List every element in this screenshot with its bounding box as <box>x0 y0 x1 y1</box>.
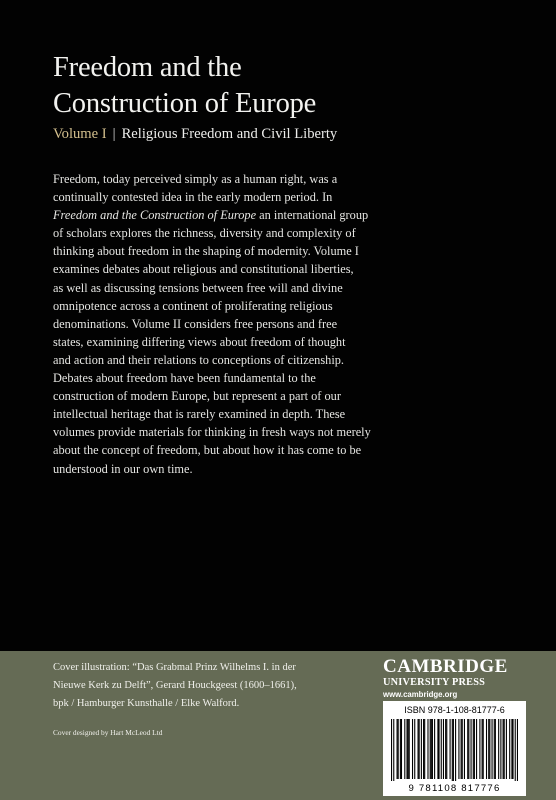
credit-line: Nieuwe Kerk zu Delft”, Gerard Houckgeest (1600–1661), <box>53 680 297 691</box>
barcode-digits: 9 781108 817776 <box>408 783 501 794</box>
volume-label: Volume I <box>53 126 107 142</box>
blurb-line: volumes provide materials for thinking in fresh ways not merely <box>53 425 371 440</box>
blurb-text <box>53 170 513 478</box>
footer-band <box>0 651 556 800</box>
blurb-line: as well as discussing tensions between free will and divine <box>53 280 343 295</box>
blurb-line: about the concept of freedom, but about how it has come to be <box>53 443 362 458</box>
blurb-line: continually contested idea in the early modern period. In <box>53 190 333 205</box>
blurb-line: denominations. Volume II considers free persons and free <box>53 316 338 331</box>
credit-line: Cover illustration: “Das Grabmal Prinz Wilhelms I. in der <box>53 662 296 673</box>
title-line-2: Construction of Europe <box>53 88 317 119</box>
isbn-barcode <box>383 701 526 796</box>
blurb-line: intellectual heritage that is rarely examined in depth. These <box>53 407 346 422</box>
isbn-text: ISBN 978-1-108-81777-6 <box>404 705 505 715</box>
publisher-subtitle: UNIVERSITY PRESS <box>383 677 486 688</box>
credit-line: bpk / Hamburger Kunsthalle / Elke Walford. <box>53 698 240 709</box>
volume-subtitle <box>53 125 513 143</box>
blurb-line: omnipotence across a continent of proliferating religious <box>53 298 333 313</box>
cover-illustration-credit <box>53 659 353 713</box>
cover-designer-credit: Cover designed by Hart McLeod Ltd <box>53 728 163 737</box>
barcode-icon <box>391 719 518 781</box>
blurb-line: construction of modern Europe, but represent a part of our <box>53 389 341 404</box>
blurb-line: Debates about freedom have been fundamental to the <box>53 371 316 386</box>
volume-name: Religious Freedom and Civil Liberty <box>121 126 338 142</box>
blurb-italic-title: Freedom and the Construction of Europe <box>53 208 257 223</box>
title-line-1: Freedom and the <box>53 52 242 83</box>
blurb-line: states, examining differing views about freedom of thought <box>53 334 346 349</box>
publisher-url: www.cambridge.org <box>383 690 458 699</box>
blurb-line: examines debates about religious and constitutional liberties, <box>53 262 354 277</box>
publisher-logo <box>383 657 523 701</box>
volume-separator: | <box>112 126 116 142</box>
book-title <box>53 50 513 122</box>
blurb-line: thinking about freedom in the shaping of modernity. Volume I <box>53 244 359 259</box>
blurb-line: of scholars explores the richness, diversity and complexity of <box>53 226 356 241</box>
blurb-line: Freedom, today perceived simply as a human right, was a <box>53 172 338 186</box>
publisher-name: CAMBRIDGE <box>383 656 508 677</box>
blurb-line: Freedom and the Construction of Europe an international group <box>53 208 369 223</box>
blurb-line: and action and their relations to conceptions of citizenship. <box>53 352 345 367</box>
blurb-line: understood in our own time. <box>53 461 193 476</box>
